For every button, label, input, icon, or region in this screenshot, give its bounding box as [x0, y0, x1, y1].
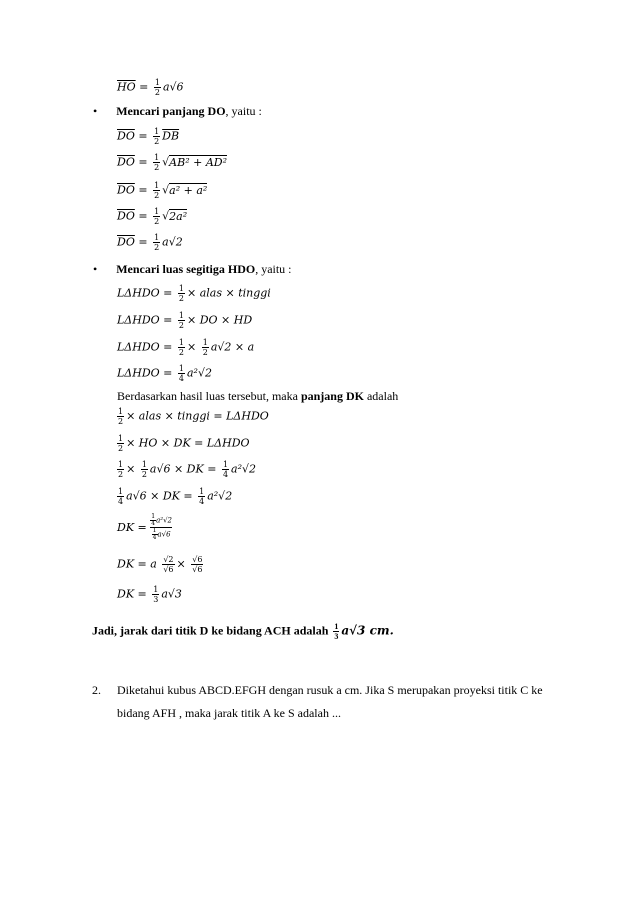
conclusion: Jadi, jarak dari titik D ke bidang ACH adalah $\frac{1}{3}$ a√3 cm.: [92, 622, 394, 641]
do-equation-5: $\overline{DO}$ = $\frac{1}{2}$ a√2: [117, 233, 183, 252]
problem-2-line-1: Diketahui kubus ABCD.EFGH dengan rusuk a cm. Jika S merupakan proyeksi titik C ke: [117, 683, 543, 697]
berdasarkan-text: Berdasarkan hasil luas tersebut, maka panjang DK adalah: [117, 389, 399, 403]
dk-equation-5: DK = $\frac{1}{4}$ a²√2 $\frac{1}{4}$ a√6: [117, 513, 172, 541]
dk-equation-2: $\frac{1}{2}$ × HO × DK = LΔHDO: [118, 434, 250, 453]
luas-equation-3: LΔHDO = $\frac{1}{2}$ × $\frac{1}{2}$ a√2 × a: [117, 338, 255, 357]
dk-equation-7: DK = $\frac{1}{3}$ a√3: [117, 585, 182, 604]
do-equation-1: $\overline{DO}$ = $\frac{1}{2}$ $\overline{DB}$: [117, 127, 180, 146]
do-heading: Mencari panjang DO: [116, 104, 226, 118]
problem-2-number: 2.: [92, 683, 101, 697]
luas-heading-suffix: , yaitu :: [255, 262, 292, 276]
do-equation-3: $\overline{DO}$ = $\frac{1}{2}$ √a² + a²: [117, 181, 208, 200]
do-equation-4: $\overline{DO}$ = $\frac{1}{2}$ √2a²: [117, 207, 188, 226]
bullet-luas-heading: [93, 262, 292, 277]
luas-equation-2: LΔHDO = $\frac{1}{2}$ × DO × HD: [117, 311, 253, 330]
bullet-icon: •: [93, 104, 98, 118]
ho-lhs: $\overline{HO}$: [117, 80, 136, 94]
bullet-do-heading: [93, 104, 262, 119]
problem-2-line-2: bidang AFH , maka jarak titik A ke S adalah ...: [117, 706, 341, 720]
fraction-half: $\frac{1}{2}$: [154, 78, 160, 97]
dk-equation-4: $\frac{1}{4}$ a√6 × DK = $\frac{1}{4}$ a²√2: [118, 487, 233, 506]
ho-rhs: a√6: [162, 80, 184, 94]
luas-heading: Mencari luas segitiga HDO: [116, 262, 256, 276]
dk-equation-1: $\frac{1}{2}$ × alas × tinggi = LΔHDO: [118, 407, 269, 426]
ho-equation: $\overline{HO}$ = $\frac{1}{2}$ a√6: [117, 78, 184, 97]
luas-equation-4: LΔHDO = $\frac{1}{4}$ a²√2: [117, 364, 212, 383]
do-heading-suffix: , yaitu :: [225, 104, 262, 118]
bullet-icon: •: [93, 262, 98, 276]
do-equation-2: $\overline{DO}$ = $\frac{1}{2}$ √AB² + AD²: [117, 153, 227, 172]
dk-equation-3: $\frac{1}{2}$ × $\frac{1}{2}$ a√6 × DK = $\frac{1}{4}$ a²√2: [118, 460, 257, 479]
dk-equation-6: DK = a $\frac{√2}{√6}$ × $\frac{√6}{√6}$: [117, 555, 203, 574]
luas-equation-1: LΔHDO = $\frac{1}{2}$ × alas × tinggi: [117, 284, 271, 303]
